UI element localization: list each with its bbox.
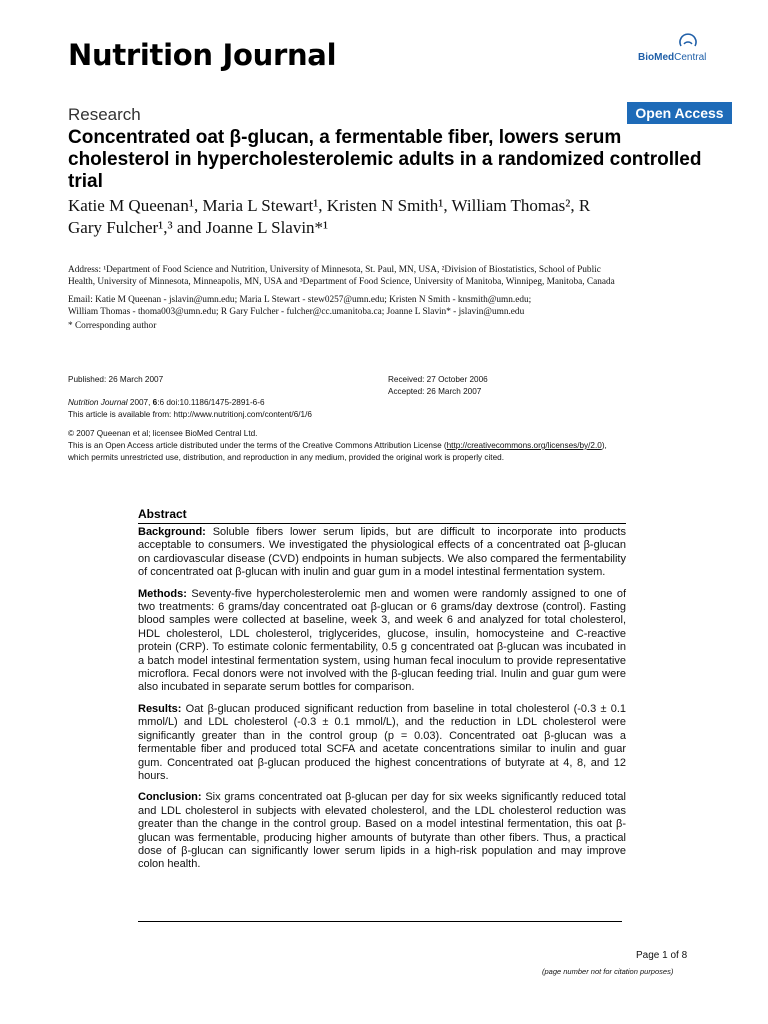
abstract-methods <box>138 588 626 695</box>
author-list <box>68 195 708 239</box>
email-line-1: Email: Katie M Queenan - jslavin@umn.edu; Maria L Stewart - stew0257@umn.edu; Kristen N Smith - knsmith@umn.edu; <box>68 295 532 305</box>
abstract-divider <box>138 523 626 524</box>
biomed-logo-icon <box>677 30 699 52</box>
logo-suffix: Central <box>674 52 707 63</box>
abstract-box <box>138 507 626 880</box>
address-line-1: Address: ¹Department of Food Science and Nutrition, University of Minnesota, St. Paul, MN, USA, ²Division of Biostatistics, School of Public <box>68 265 601 275</box>
journal-title: Nutrition Journal <box>68 38 337 72</box>
abstract-text: Six grams concentrated oat β-glucan per day for six weeks significantly reduced total and LDL cholesterol in subjects with elevated cholesterol, and the LDL cholesterol reduction was greater than the change in the control group. Based on a model intestinal fermentation, this oat β-glucan was fermentable, producing higher amounts of butyrate than other fibers. Thus, a practical dose of β-glucan can significantly lower serum lipids in a high-risk population and may improve colon health. <box>138 791 626 871</box>
open-access-badge: Open Access <box>627 102 732 124</box>
received-accepted <box>388 374 488 398</box>
author-emails <box>68 294 708 318</box>
abstract-label: Conclusion: <box>138 791 202 804</box>
page-number: Page 1 of 8 <box>636 950 688 961</box>
abstract-bottom-rule <box>138 921 622 922</box>
publication-info <box>68 374 265 409</box>
published-date: Published: 26 March 2007 <box>68 375 164 384</box>
logo-brand: BioMed <box>638 52 675 63</box>
abstract-background <box>138 526 626 580</box>
citation-year: 2007, <box>127 398 153 407</box>
abstract-text: Seventy-five hypercholesterolemic men and women were randomly assigned to one of two treatments: 6 grams/day concentrated oat β-glucan or 6 grams/day dextrose (control). Fasting blood samples were collected at baseline, week 3, and week 6 and analyzed for total cholesterol, HDL cholesterol, LDL cholesterol, triglycerides, glucose, insulin, homocysteine and C-reactive protein (CRP). To estimate colonic fermentability, 0.5 g concentrated oat β-glucan was incubated in a batch model intestinal fermentation system, using human fecal inoculum to provide representative microflora. Fecal donors were not involved with the β-glucan feeding trial. Inulin and guar gum were also incubated in separate serum bottles for comparison. <box>138 587 626 694</box>
received-date: Received: 27 October 2006 <box>388 375 488 384</box>
license-line-1 <box>68 440 708 452</box>
citation-journal: Nutrition Journal <box>68 398 128 407</box>
citation-doi: :6 doi:10.1186/1475-2891-6-6 <box>157 398 265 407</box>
address-line-2: Health, University of Minnesota, Minneapolis, MN, USA and ³Department of Food Science, University of Manitoba, Winnipeg, Manitoba, Canada <box>68 277 615 287</box>
abstract-results <box>138 703 626 783</box>
affiliation-address <box>68 264 708 288</box>
abstract-conclusion <box>138 791 626 871</box>
license-line-2: which permits unrestricted use, distribution, and reproduction in any medium, provided the original work is properly cited. <box>68 453 504 462</box>
article-availability: This article is available from: http://www.nutritionj.com/content/6/1/6 <box>68 410 312 419</box>
authors-line-2: Gary Fulcher¹,³ and Joanne L Slavin*¹ <box>68 218 329 237</box>
copyright-line: © 2007 Queenan et al; licensee BioMed Central Ltd. <box>68 429 258 438</box>
copyright-notice <box>68 428 708 464</box>
abstract-label: Background: <box>138 526 206 538</box>
license-link[interactable]: http://creativecommons.org/licenses/by/2.0 <box>446 441 602 450</box>
abstract-label: Methods: <box>138 587 187 600</box>
license-text-pre: This is an Open Access article distributed under the terms of the Creative Commons Attribution License ( <box>68 441 447 450</box>
article-section-label: Research <box>68 105 141 124</box>
accepted-date: Accepted: 26 March 2007 <box>388 387 482 396</box>
abstract-heading: Abstract <box>138 507 187 521</box>
citation-volume: 6 <box>152 398 158 407</box>
page-number-note: (page number not for citation purposes) <box>542 967 674 976</box>
biomed-central-logo <box>638 30 708 70</box>
authors-line-1: Katie M Queenan¹, Maria L Stewart¹, Kristen N Smith¹, William Thomas², R <box>68 196 591 215</box>
abstract-text: Soluble fibers lower serum lipids, but are difficult to incorporate into products acceptable to consumers. We investigated the physiological effects of a concentrated oat β-glucan on cardiovascular disease (CVD) endpoints in human subjects. We also compared the fermentability of concentrated oat β-glucan with inulin and guar gum in a model intestinal fermentation system. <box>138 526 626 579</box>
corresponding-author-note: * Corresponding author <box>68 321 157 331</box>
abstract-text: Oat β-glucan produced significant reduction from baseline in total cholesterol (-0.3 ± 0.1 mmol/L) and LDL cholesterol (-0.3 ± 0.1 mmol/L), and the reduction in LDL cholesterol were significantly greater than in the control group (p = 0.03). Concentrated oat β-glucan was a fermentable fiber and produced total SCFA and acetate concentrations similar to inulin and guar gum. Concentrated oat β-glucan produced the highest concentrations of butyrate at 4, 8, and 12 hours. <box>138 702 626 782</box>
license-text-post: ), <box>601 441 607 450</box>
abstract-label: Results: <box>138 702 182 715</box>
article-title: Concentrated oat β-glucan, a fermentable fiber, lowers serum cholesterol in hypercholesterolemic adults in a randomized controlled trial <box>68 127 702 192</box>
citation <box>68 397 265 409</box>
email-line-2: William Thomas - thoma003@umn.edu; R Gary Fulcher - fulcher@cc.umanitoba.ca; Joanne L Slavin* - jslavin@umn.edu <box>68 307 525 317</box>
